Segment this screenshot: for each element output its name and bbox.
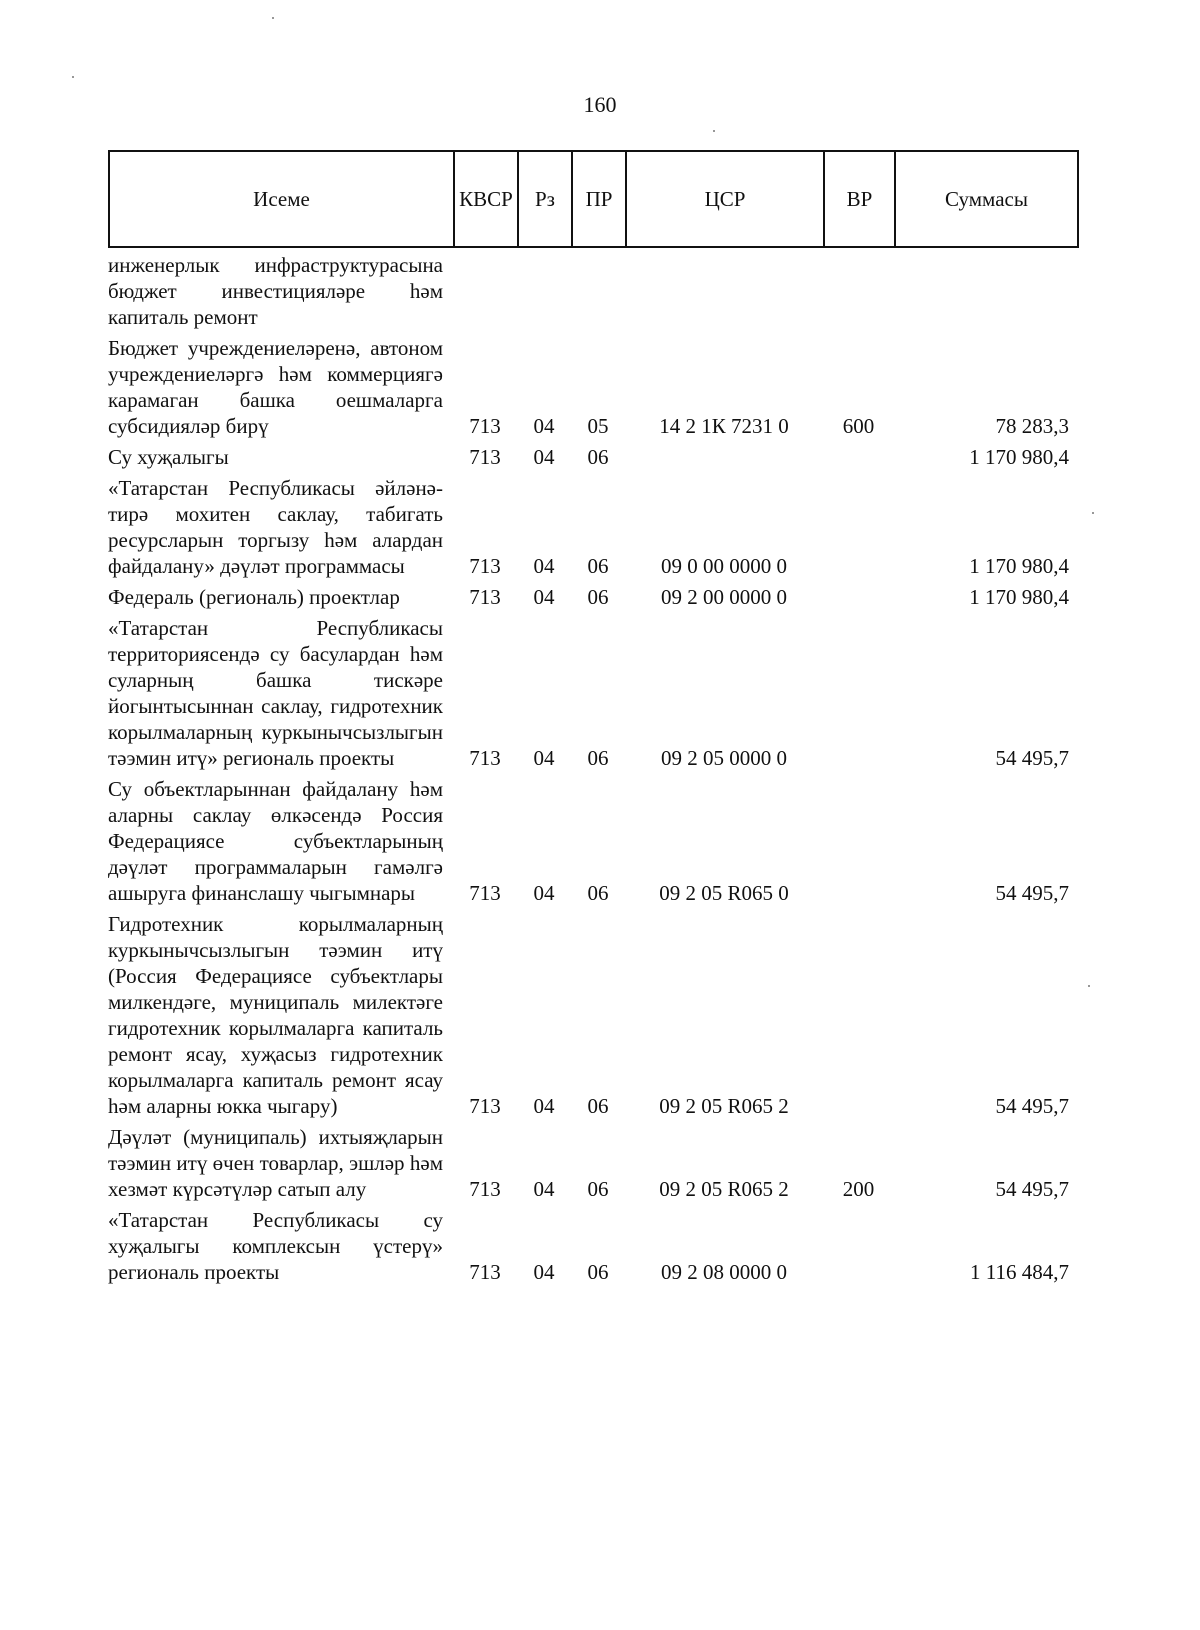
row-vr: 200 <box>842 1177 875 1201</box>
table-row <box>108 776 1077 911</box>
row-name: «Татарстан Республикасы әйләнә-тирә мохитен саклау, табигать ресурсларын торгызу һәм алардан файдалану» дәүләт программасы <box>108 476 443 578</box>
table-header <box>108 150 1079 248</box>
row-csr: 09 0 00 0000 0 <box>661 554 787 578</box>
row-name: «Татарстан Республикасы территориясендә су басулардан һәм суларның башка тискәре йогынтысыннан саклау, гидротехник корылмаларның куркынычсызлыгын тәэмин итү» региональ проекты <box>108 616 443 770</box>
row-pr: 06 <box>587 445 609 469</box>
page-number: 160 <box>583 92 617 117</box>
row-vr <box>823 776 894 911</box>
row-name: Гидротехник корылмаларның куркынычсызлыгын тәэмин итү (Россия Федерациясе субъектлары милкендәге, муниципаль милектәге гидротехник корылмаларга капиталь ремонт ясау, хуҗасыз гидротехник корылмаларга капиталь ремонт ясау һәм аларны юкка чыгару) <box>108 912 443 1118</box>
row-name: Федераль (региональ) проектлар <box>108 585 400 609</box>
row-csr: 09 2 05 0000 0 <box>661 746 787 770</box>
table-row <box>108 1207 1077 1290</box>
row-pr: 06 <box>587 1177 609 1201</box>
table-row <box>108 911 1077 1124</box>
column-header-sum: Суммасы <box>895 151 1078 247</box>
row-rz: 04 <box>533 445 555 469</box>
row-csr <box>625 252 823 335</box>
row-csr <box>625 444 823 475</box>
row-vr <box>823 444 894 475</box>
row-csr: 09 2 05 R065 0 <box>659 881 789 905</box>
table-row <box>108 584 1077 615</box>
row-rz: 04 <box>533 1177 555 1201</box>
table-row <box>108 615 1077 776</box>
row-rz: 04 <box>533 881 555 905</box>
row-sum: 1 116 484,7 <box>970 1260 1069 1284</box>
row-pr <box>571 252 625 335</box>
row-pr: 06 <box>587 746 609 770</box>
row-kvsr: 713 <box>469 585 501 609</box>
row-kvsr: 713 <box>469 1177 501 1201</box>
row-kvsr <box>453 252 517 335</box>
row-sum: 1 170 980,4 <box>969 585 1069 609</box>
row-rz: 04 <box>533 1260 555 1284</box>
row-pr: 06 <box>587 554 609 578</box>
scan-speck <box>272 17 274 19</box>
scan-speck <box>72 76 74 78</box>
row-pr: 06 <box>587 881 609 905</box>
row-name: Дәүләт (муниципаль) ихтыяҗларын тәэмин итү өчен товарлар, эшләр һәм хезмәт күрсәтүләр сатып алу <box>108 1125 443 1201</box>
row-csr: 09 2 08 0000 0 <box>661 1260 787 1284</box>
row-rz: 04 <box>533 585 555 609</box>
column-header-rz: Рз <box>518 151 572 247</box>
row-rz: 04 <box>533 554 555 578</box>
row-csr: 09 2 00 0000 0 <box>661 585 787 609</box>
row-sum: 78 283,3 <box>995 414 1069 438</box>
row-kvsr: 713 <box>469 881 501 905</box>
row-kvsr: 713 <box>469 445 501 469</box>
table-row <box>108 252 1077 335</box>
row-sum <box>894 252 1077 335</box>
scan-speck <box>1092 512 1094 514</box>
column-header-vr: ВР <box>824 151 895 247</box>
row-vr <box>823 475 894 584</box>
row-csr: 14 2 1К 7231 0 <box>659 414 789 438</box>
row-sum: 54 495,7 <box>995 1094 1069 1118</box>
table-row <box>108 1124 1077 1207</box>
row-kvsr: 713 <box>469 1094 501 1118</box>
row-sum: 54 495,7 <box>995 746 1069 770</box>
row-name: Бюджет учреждениеләренә, автоном учреждениеләргә һәм коммерциягә карамаган башка оешмаларга субсидияләр бирү <box>108 336 443 438</box>
row-rz: 04 <box>533 414 555 438</box>
column-header-pr: ПР <box>572 151 626 247</box>
row-pr: 05 <box>587 414 609 438</box>
row-name: «Татарстан Республикасы су хуҗалыгы комплексын үстерү» региональ проекты <box>108 1208 443 1284</box>
table-row <box>108 444 1077 475</box>
row-vr <box>823 584 894 615</box>
row-sum: 54 495,7 <box>995 881 1069 905</box>
row-rz: 04 <box>533 746 555 770</box>
table-row <box>108 475 1077 584</box>
budget-table <box>108 252 1077 1290</box>
row-name: Су объектларыннан файдалану һәм аларны саклау өлкәсендә Россия Федерациясе субъектларының дәүләт программаларын гамәлгә ашыруга финанслашу чыгымнары <box>108 777 443 905</box>
row-pr: 06 <box>587 1260 609 1284</box>
row-kvsr: 713 <box>469 414 501 438</box>
row-vr: 600 <box>842 414 875 438</box>
row-csr: 09 2 05 R065 2 <box>659 1177 789 1201</box>
row-kvsr: 713 <box>469 1260 501 1284</box>
row-sum: 1 170 980,4 <box>969 554 1069 578</box>
row-pr: 06 <box>587 585 609 609</box>
column-header-csr: ЦСР <box>626 151 824 247</box>
row-name: Су хуҗалыгы <box>108 445 229 469</box>
row-pr: 06 <box>587 1094 609 1118</box>
row-vr <box>823 911 894 1124</box>
row-kvsr: 713 <box>469 746 501 770</box>
column-header-kvsr: КВСР <box>454 151 518 247</box>
row-name: инженерлык инфраструктурасына бюджет инвестицияләре һәм капиталь ремонт <box>108 253 443 329</box>
row-sum: 54 495,7 <box>995 1177 1069 1201</box>
column-header-name: Исеме <box>109 151 454 247</box>
row-rz <box>517 252 571 335</box>
row-kvsr: 713 <box>469 554 501 578</box>
row-vr <box>823 1207 894 1290</box>
scan-speck <box>1088 985 1090 987</box>
scan-speck <box>713 130 715 132</box>
row-vr <box>823 615 894 776</box>
row-csr: 09 2 05 R065 2 <box>659 1094 789 1118</box>
row-rz: 04 <box>533 1094 555 1118</box>
row-sum: 1 170 980,4 <box>969 445 1069 469</box>
table-row <box>108 335 1077 444</box>
row-vr <box>823 252 894 335</box>
